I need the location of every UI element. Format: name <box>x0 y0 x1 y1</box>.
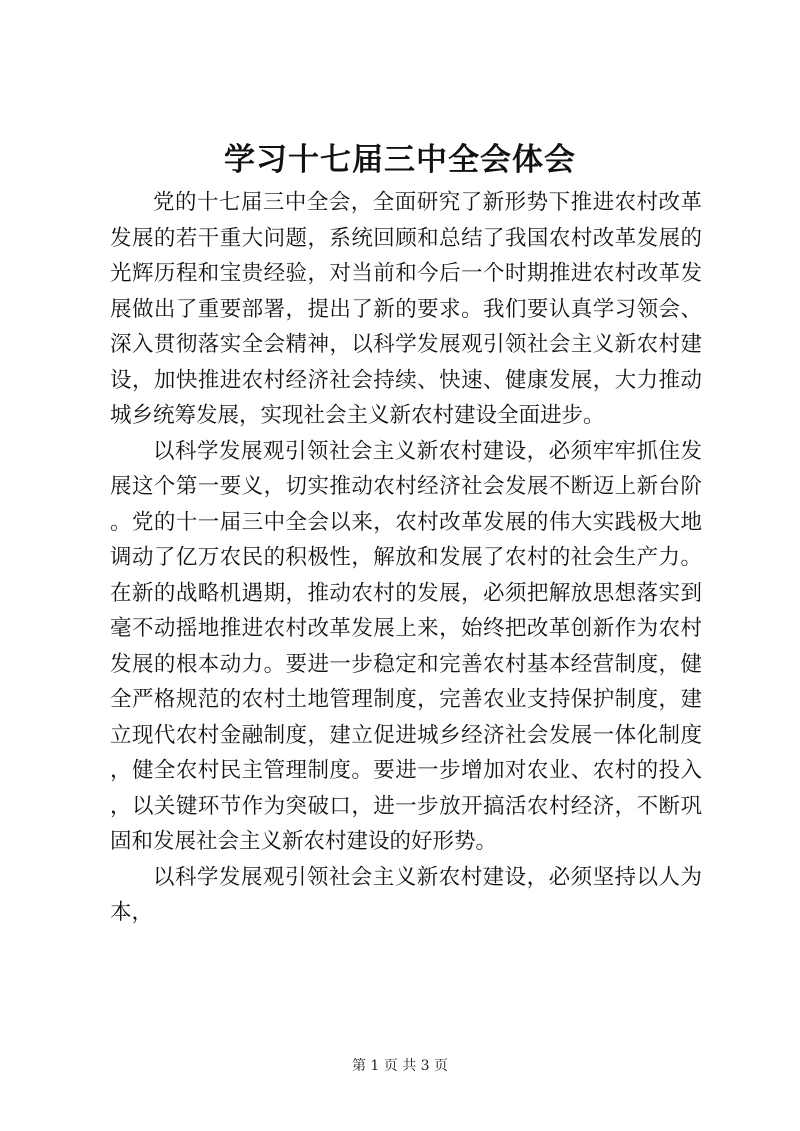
paragraph-3: 以科学发展观引领社会主义新农村建设，必须坚持以人为本， <box>110 864 702 925</box>
paragraph-1: 党的十七届三中全会，全面研究了新形势下推进农村改革发展的若干重大问题，系统回顾和总结了我国农村改革发展的光辉历程和宝贵经验，对当前和今后一个时期推进农村改革发展做出了重要部署，提出了新的要求。我们要认真学习领会、深入贯彻落实全会精神，以科学发展观引领社会主义新农村建设，加快推进农村经济社会持续、快速、健康发展，大力推动城乡统筹发展，实现社会主义新农村建设全面进步。 <box>110 190 702 428</box>
document-title: 学习十七届三中全会体会 <box>224 142 576 178</box>
page-number-footer: 第 1 页 共 3 页 <box>351 1058 449 1074</box>
document-body <box>110 185 702 931</box>
paragraph-2: 以科学发展观引领社会主义新农村建设，必须牢牢抓住发展这个第一要义，切实推动农村经济社会发展不断迈上新台阶。党的十一届三中全会以来，农村改革发展的伟大实践极大地调动了亿万农民的积极性，解放和发展了农村的社会生产力。在新的战略机遇期，推动农村的发展，必须把解放思想落实到毫不动摇地推进农村改革发展上来，始终把改革创新作为农村发展的根本动力。要进一步稳定和完善农村基本经营制度，健全严格规范的农村土地管理制度，完善农业支持保护制度，建立现代农村金融制度，建立促进城乡经济社会发展一体化制度，健全农村民主管理制度。要进一步增加对农业、农村的投入，以关键环节作为突破口，进一步放开搞活农村经济，不断巩固和发展社会主义新农村建设的好形势。 <box>110 438 702 854</box>
